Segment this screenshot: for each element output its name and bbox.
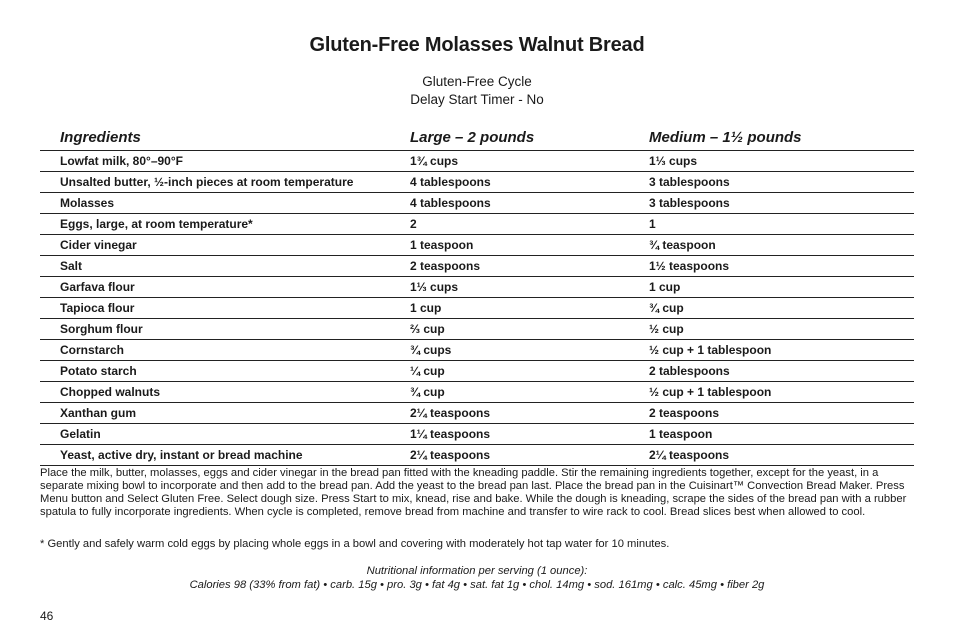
medium-amount-cell: 2 teaspoons — [649, 406, 720, 420]
header-large: Large – 2 pounds — [410, 129, 535, 146]
large-amount-cell: 4 tablespoons — [410, 196, 491, 210]
ingredient-cell: Garfava flour — [60, 280, 135, 294]
table-row — [40, 403, 914, 424]
medium-amount-cell: 3 tablespoons — [649, 175, 730, 189]
medium-amount-cell: ½ cup + 1 tablespoon — [649, 385, 772, 399]
medium-amount-cell: ¾ teaspoon — [649, 238, 716, 252]
ingredient-cell: Tapioca flour — [60, 301, 135, 315]
page-title: Gluten-Free Molasses Walnut Bread — [309, 34, 645, 56]
ingredients-table — [40, 128, 914, 466]
nutrition-values: Calories 98 (33% from fat) • carb. 15g • pro. 3g • fat 4g • sat. fat 1g • chol. 14mg • sod. 161mg • calc. 45mg • fiber 2g — [189, 579, 765, 591]
table-row — [40, 445, 914, 466]
ingredient-cell: Sorghum flour — [60, 322, 143, 336]
ingredient-cell: Yeast, active dry, instant or bread machine — [60, 448, 303, 462]
large-amount-cell: 1¼ teaspoons — [410, 427, 491, 441]
large-amount-cell: 1¾ cups — [410, 154, 459, 168]
ingredient-cell: Salt — [60, 259, 83, 273]
large-amount-cell: ¼ cup — [410, 364, 445, 378]
table-row — [40, 151, 914, 172]
delay-timer-label: Delay Start Timer - No — [410, 92, 544, 107]
ingredient-cell: Potato starch — [60, 364, 137, 378]
table-row — [40, 319, 914, 340]
medium-amount-cell: 3 tablespoons — [649, 196, 730, 210]
large-amount-cell: 4 tablespoons — [410, 175, 491, 189]
medium-amount-cell: 2 tablespoons — [649, 364, 730, 378]
header-ingredients: Ingredients — [60, 129, 141, 146]
table-row — [40, 298, 914, 319]
table-row — [40, 256, 914, 277]
nutrition-title: Nutritional information per serving (1 ounce): — [366, 565, 588, 577]
large-amount-cell: 2¼ teaspoons — [410, 406, 491, 420]
table-row — [40, 361, 914, 382]
table-body — [40, 151, 914, 466]
large-amount-cell: ¾ cups — [410, 343, 452, 357]
table-row — [40, 340, 914, 361]
large-amount-cell: ⅔ cup — [410, 322, 445, 336]
medium-amount-cell: 1⅓ cups — [649, 154, 698, 168]
medium-amount-cell: 1 teaspoon — [649, 427, 713, 441]
ingredient-cell: Xanthan gum — [60, 406, 137, 420]
header-medium: Medium – 1½ pounds — [649, 129, 802, 146]
table-row — [40, 235, 914, 256]
large-amount-cell: 1⅓ cups — [410, 280, 459, 294]
footnote: * Gently and safely warm cold eggs by placing whole eggs in a bowl and covering with moderately hot tap water for 10 minutes. — [40, 538, 670, 550]
table-row — [40, 424, 914, 445]
medium-amount-cell: ¾ cup — [649, 301, 684, 315]
ingredient-cell: Chopped walnuts — [60, 385, 160, 399]
medium-amount-cell: ½ cup + 1 tablespoon — [649, 343, 772, 357]
medium-amount-cell: ½ cup — [649, 322, 684, 336]
table-row — [40, 382, 914, 403]
ingredient-cell: Cornstarch — [60, 343, 125, 357]
table-row — [40, 214, 914, 235]
large-amount-cell: 1 teaspoon — [410, 238, 474, 252]
table-row — [40, 277, 914, 298]
large-amount-cell: 2¼ teaspoons — [410, 448, 491, 462]
table-header — [40, 128, 914, 151]
ingredient-cell: Eggs, large, at room temperature* — [60, 217, 253, 231]
medium-amount-cell: 1½ teaspoons — [649, 259, 730, 273]
large-amount-cell: 2 — [410, 217, 417, 231]
instructions-paragraph: Place the milk, butter, molasses, eggs and cider vinegar in the bread pan fitted with the kneading paddle. Stir the remaining ingredients together, except for the yeast, in a separate mixing bowl to incorporate and then add to the bread pan. Add the yeast to the bread pan last. Place the bread pan in the Cuisinart™ Convection Bread Maker. Press Menu button and Select Gluten Free. Select dough size. Press Start to mix, knead, rise and bake. While the dough is kneading, scrape the sides of the bread pan with a rubber spatula to fully incorporate ingredients. When cycle is completed, remove bread from machine and transfer to wire rack to cool. Bread slices best when allowed to cool. — [40, 467, 907, 518]
large-amount-cell: 2 teaspoons — [410, 259, 481, 273]
cycle-label: Gluten-Free Cycle — [422, 74, 532, 89]
large-amount-cell: ¾ cup — [410, 385, 445, 399]
medium-amount-cell: 2¼ teaspoons — [649, 448, 730, 462]
page-number: 46 — [40, 609, 54, 623]
ingredient-cell: Unsalted butter, ½-inch pieces at room temperature — [60, 175, 354, 189]
ingredient-cell: Molasses — [60, 196, 115, 210]
large-amount-cell: 1 cup — [410, 301, 442, 315]
table-row — [40, 193, 914, 214]
ingredient-cell: Gelatin — [60, 427, 101, 441]
medium-amount-cell: 1 cup — [649, 280, 681, 294]
table-row — [40, 172, 914, 193]
medium-amount-cell: 1 — [649, 217, 656, 231]
ingredient-cell: Cider vinegar — [60, 238, 137, 252]
ingredient-cell: Lowfat milk, 80°–90°F — [60, 154, 183, 168]
